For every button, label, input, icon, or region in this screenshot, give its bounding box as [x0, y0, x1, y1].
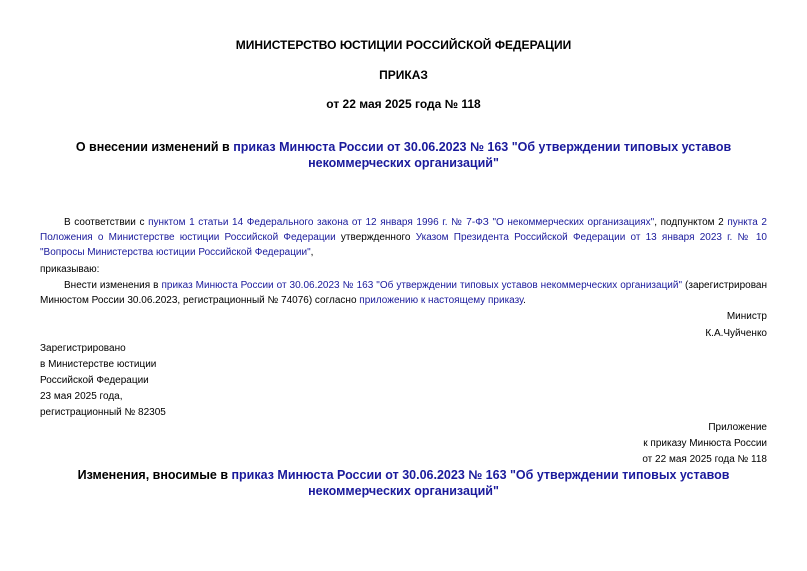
action-text-2: (зарегистрирован Минюстом России 30.06.2023, регистрационный № 74076) согласно: [40, 280, 767, 306]
basis-text-3: утвержденного: [335, 232, 416, 243]
signature-name: К.А.Чуйченко: [705, 328, 767, 339]
presidential-decree-link[interactable]: Указом Президента Российской Федерации от 13 января 2023 г. № 10 "Вопросы Министерства юстиции Российской Федерации": [40, 232, 767, 258]
ministry-regulation-link[interactable]: пункта 2 Положения о Министерстве юстиции Российской Федерации: [40, 217, 767, 243]
registration-line: Зарегистрировано: [40, 343, 126, 354]
basis-text-4: ,: [310, 247, 314, 258]
document-type: ПРИКАЗ: [379, 68, 428, 82]
registration-line: регистрационный № 82305: [40, 407, 166, 418]
appendix-title-prefix: Изменения, вносимые в: [77, 468, 232, 482]
document-date-number: от 22 мая 2025 года № 118: [326, 97, 481, 111]
action-paragraph: [40, 278, 767, 308]
ministry-heading: МИНИСТЕРСТВО ЮСТИЦИИ РОССИЙСКОЙ ФЕДЕРАЦИИ: [235, 38, 572, 52]
document-title: [40, 139, 767, 171]
registration-line: в Министерстве юстиции: [40, 359, 157, 370]
signature-position: Министр: [726, 311, 767, 322]
appendix-caption-line: к приказу Минюста России: [643, 438, 767, 449]
registration-line: 23 мая 2025 года,: [40, 391, 123, 402]
appendix-link[interactable]: приложению к настоящему приказу: [359, 295, 524, 306]
appendix-title: [40, 467, 767, 499]
basis-text-2: , подпунктом 2: [654, 217, 728, 228]
basis-text-1: В соответствии с: [64, 217, 149, 228]
action-text-1: Внести изменения в: [64, 280, 162, 291]
amended-order-link[interactable]: приказ Минюста России от 30.06.2023 № 163 "Об утверждении типовых уставов некоммерческих организаций": [233, 140, 732, 170]
registration-line: Российской Федерации: [40, 375, 149, 386]
action-text-3: .: [523, 295, 526, 306]
appendix-caption-line: от 22 мая 2025 года № 118: [642, 454, 767, 465]
federal-law-link[interactable]: пунктом 1 статьи 14 Федерального закона от 12 января 1996 г. № 7-ФЗ "О некоммерческих организациях": [148, 217, 655, 228]
legal-basis-paragraph: [40, 215, 767, 260]
appendix-caption-line: Приложение: [708, 422, 767, 433]
action-order-link[interactable]: приказ Минюста России от 30.06.2023 № 163 "Об утверждении типовых уставов некоммерческих организаций": [161, 280, 683, 291]
document-title-prefix: О внесении изменений в: [75, 140, 234, 154]
order-word: приказываю:: [40, 264, 100, 275]
appendix-order-link[interactable]: приказ Минюста России от 30.06.2023 № 163 "Об утверждении типовых уставов некоммерческих организаций": [231, 468, 730, 498]
